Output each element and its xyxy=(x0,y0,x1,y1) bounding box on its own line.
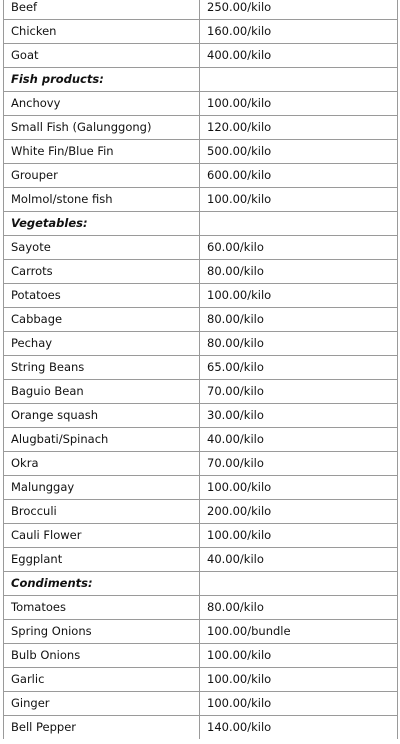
item-name-cell: Small Fish (Galunggong) xyxy=(4,116,200,140)
price-cell: 250.00/kilo xyxy=(200,0,398,20)
item-name-cell: Brocculi xyxy=(4,500,200,524)
price-table-body xyxy=(4,0,398,739)
item-name-cell: String Beans xyxy=(4,356,200,380)
price-cell: 100.00/kilo xyxy=(200,92,398,116)
table-row xyxy=(4,620,398,644)
table-row xyxy=(4,92,398,116)
item-name-cell: Orange squash xyxy=(4,404,200,428)
table-row xyxy=(4,524,398,548)
table-row xyxy=(4,164,398,188)
price-cell: 70.00/kilo xyxy=(200,452,398,476)
table-row xyxy=(4,404,398,428)
price-cell: 120.00/kilo xyxy=(200,116,398,140)
table-row xyxy=(4,188,398,212)
item-name-cell: Ginger xyxy=(4,692,200,716)
category-row xyxy=(4,68,398,92)
table-row xyxy=(4,428,398,452)
price-cell: 65.00/kilo xyxy=(200,356,398,380)
price-cell: 160.00/kilo xyxy=(200,20,398,44)
price-cell: 500.00/kilo xyxy=(200,140,398,164)
price-cell: 100.00/kilo xyxy=(200,644,398,668)
item-name-cell: Cauli Flower xyxy=(4,524,200,548)
price-cell: 30.00/kilo xyxy=(200,404,398,428)
table-row xyxy=(4,0,398,20)
item-name-cell: Anchovy xyxy=(4,92,200,116)
table-row xyxy=(4,44,398,68)
table-row xyxy=(4,284,398,308)
table-row xyxy=(4,116,398,140)
price-cell: 100.00/kilo xyxy=(200,188,398,212)
table-row xyxy=(4,236,398,260)
item-name-cell: Carrots xyxy=(4,260,200,284)
table-row xyxy=(4,716,398,740)
table-row xyxy=(4,548,398,572)
price-cell: 100.00/kilo xyxy=(200,524,398,548)
price-cell: 100.00/kilo xyxy=(200,476,398,500)
table-row xyxy=(4,356,398,380)
item-name-cell: Potatoes xyxy=(4,284,200,308)
item-name-cell: Beef xyxy=(4,0,200,20)
category-row xyxy=(4,212,398,236)
table-row xyxy=(4,668,398,692)
price-table xyxy=(3,0,398,739)
item-name-cell: Okra xyxy=(4,452,200,476)
table-row xyxy=(4,476,398,500)
item-name-cell: Spring Onions xyxy=(4,620,200,644)
category-row xyxy=(4,572,398,596)
item-name-cell: Eggplant xyxy=(4,548,200,572)
table-row xyxy=(4,692,398,716)
price-cell: 40.00/kilo xyxy=(200,428,398,452)
price-cell: 60.00/kilo xyxy=(200,236,398,260)
item-name-cell: Malunggay xyxy=(4,476,200,500)
item-name-cell: Chicken xyxy=(4,20,200,44)
item-name-cell: Bulb Onions xyxy=(4,644,200,668)
price-cell: 80.00/kilo xyxy=(200,596,398,620)
item-name-cell: Alugbati/Spinach xyxy=(4,428,200,452)
item-name-cell: Garlic xyxy=(4,668,200,692)
item-name-cell: Tomatoes xyxy=(4,596,200,620)
price-cell: 100.00/kilo xyxy=(200,284,398,308)
price-cell: 80.00/kilo xyxy=(200,260,398,284)
price-cell xyxy=(200,572,398,596)
item-name-cell: Baguio Bean xyxy=(4,380,200,404)
table-row xyxy=(4,140,398,164)
item-name-cell: Goat xyxy=(4,44,200,68)
category-label: Vegetables: xyxy=(4,212,200,236)
price-cell: 100.00/bundle xyxy=(200,620,398,644)
price-cell xyxy=(200,212,398,236)
table-row xyxy=(4,20,398,44)
price-cell: 400.00/kilo xyxy=(200,44,398,68)
price-cell: 600.00/kilo xyxy=(200,164,398,188)
table-row xyxy=(4,308,398,332)
price-cell: 80.00/kilo xyxy=(200,308,398,332)
price-cell: 140.00/kilo xyxy=(200,716,398,740)
item-name-cell: White Fin/Blue Fin xyxy=(4,140,200,164)
price-cell: 200.00/kilo xyxy=(200,500,398,524)
item-name-cell: Molmol/stone fish xyxy=(4,188,200,212)
price-table-container xyxy=(3,0,397,739)
category-label: Condiments: xyxy=(4,572,200,596)
table-row xyxy=(4,260,398,284)
table-row xyxy=(4,332,398,356)
table-row xyxy=(4,596,398,620)
price-cell: 80.00/kilo xyxy=(200,332,398,356)
price-cell: 100.00/kilo xyxy=(200,668,398,692)
price-cell: 40.00/kilo xyxy=(200,548,398,572)
item-name-cell: Sayote xyxy=(4,236,200,260)
price-cell xyxy=(200,68,398,92)
category-label: Fish products: xyxy=(4,68,200,92)
item-name-cell: Grouper xyxy=(4,164,200,188)
price-cell: 70.00/kilo xyxy=(200,380,398,404)
item-name-cell: Cabbage xyxy=(4,308,200,332)
table-row xyxy=(4,380,398,404)
table-row xyxy=(4,452,398,476)
table-row xyxy=(4,644,398,668)
item-name-cell: Bell Pepper xyxy=(4,716,200,740)
price-cell: 100.00/kilo xyxy=(200,692,398,716)
item-name-cell: Pechay xyxy=(4,332,200,356)
table-row xyxy=(4,500,398,524)
